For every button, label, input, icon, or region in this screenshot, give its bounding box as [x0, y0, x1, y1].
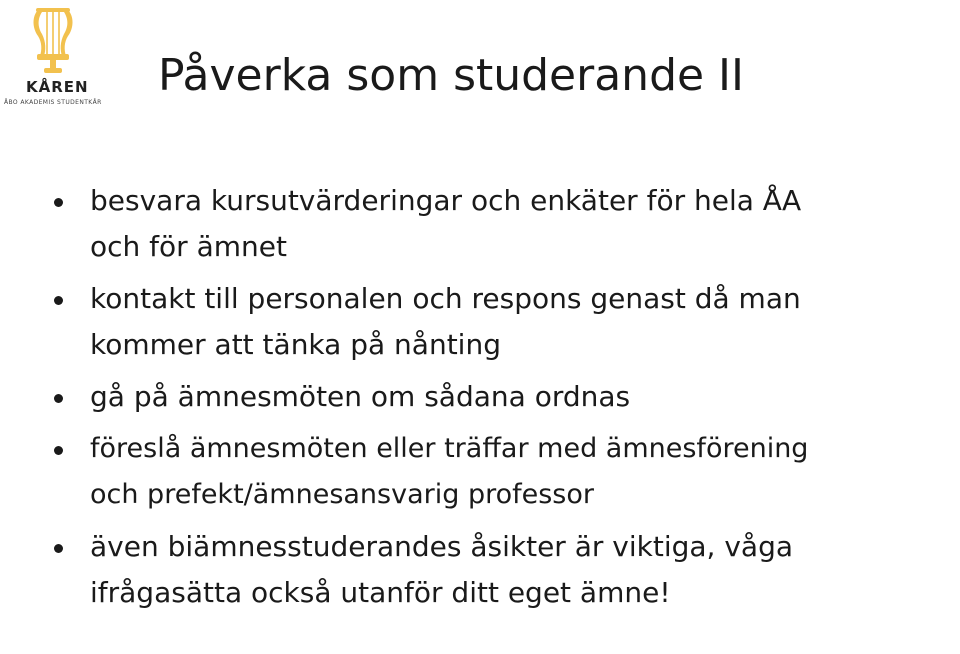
bullet-item [0, 374, 960, 420]
logo-name: KÅREN [26, 78, 89, 96]
slide-title: Påverka som studerande II [158, 50, 745, 101]
bullet-line: ifrågasätta också utanför ditt eget ämne! [90, 576, 671, 609]
logo-subtitle: ÅBO AKADEMIS STUDENTKÅR [4, 99, 102, 106]
bullet-line: kontakt till personalen och respons genast då man [90, 282, 801, 315]
bullet-line: även biämnesstuderandes åsikter är viktiga, våga [90, 530, 794, 563]
karen-logo [4, 6, 104, 110]
lyre-icon [28, 6, 78, 76]
bullet-line: gå på ämnesmöten om sådana ordnas [90, 380, 631, 413]
bullet-item [0, 178, 960, 270]
bullet-line: och prefekt/ämnesansvarig professor [90, 479, 594, 510]
bullet-item [0, 524, 960, 616]
bullet-line: föreslå ämnesmöten eller träffar med ämnesförening [90, 433, 809, 464]
bullet-line: besvara kursutvärderingar och enkäter för hela ÅA [90, 184, 802, 217]
bullet-item [0, 276, 960, 368]
bullet-line: kommer att tänka på nånting [90, 328, 501, 361]
bullet-item [0, 426, 960, 518]
bullet-line: och för ämnet [90, 230, 287, 263]
bullet-list [0, 178, 960, 622]
